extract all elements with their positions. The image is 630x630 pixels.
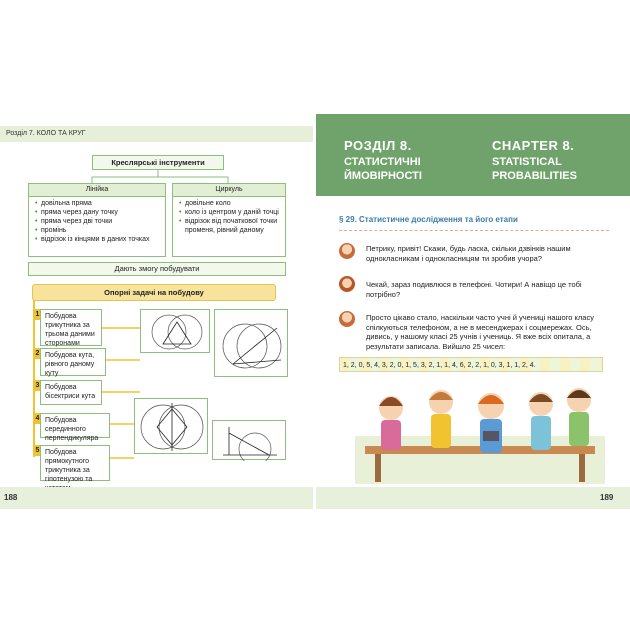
triangle-construction-figure: [140, 309, 210, 353]
ruler-item: • довільна пряма: [35, 199, 161, 208]
dialogue-line-3: Просто цікаво стало, наскільки часто учні й учениці нашого класу спілкуються телефоном, а не в месенджерах і соцмережах. Ось, дивись, у нашому класі 25 учнів і учениць. Я вже всіх опитала, а результати записала. Вийшло 25 чисел:: [366, 313, 594, 351]
footer-left: [0, 487, 313, 509]
angle-arcs-icon: [215, 310, 289, 378]
section-divider: [339, 230, 609, 231]
ruler-item: • пряма через дві точки: [35, 217, 161, 226]
task-item: Побудова кута, рівного даному куту: [40, 348, 106, 376]
compass-item: • коло із центром у даній точці: [179, 208, 281, 217]
survey-numbers: 1, 2, 0, 5, 4, 3, 2, 0, 1, 5, 3, 2, 1, 1, 4, 6, 2, 2, 1, 0, 3, 1, 1, 2, 4.: [339, 357, 603, 372]
tools-title: Креслярські інструменти: [92, 155, 224, 170]
footer-right: [316, 487, 630, 509]
girl-avatar-icon: [339, 243, 355, 259]
boy-avatar-icon: [339, 276, 355, 292]
page-number-right: 189: [600, 493, 614, 502]
ruler-item: • пряма через дану точку: [35, 208, 161, 217]
ruler-item: • відрізок із кінцями в даних точках: [35, 235, 161, 244]
section-title: § 29. Статистичне дослідження та його етапи: [339, 215, 518, 224]
running-head: Розділ 7. КОЛО ТА КРУГ: [0, 126, 313, 142]
angle-construction-figure: [214, 309, 288, 377]
task-item: Побудова прямокутного трикутника за гіпотенузою та: [40, 445, 110, 481]
ruler-box: [28, 183, 166, 257]
compass-item: • відрізок від початкової точки променя, рівний даному: [179, 217, 281, 235]
task-number: 3: [33, 380, 42, 391]
circle-arcs-icon: [141, 310, 211, 354]
girl-avatar-icon: [339, 311, 355, 327]
compass-box: [172, 183, 286, 257]
compass-item: • довільне коло: [179, 199, 281, 208]
chapter-en-sub2: PROBABILITIES: [492, 170, 577, 182]
task-number: 2: [33, 348, 42, 359]
tasks-title: Опорні задачі на побудову: [32, 284, 276, 301]
bisector-arcs-icon: [135, 399, 209, 455]
ruler-item: • промінь: [35, 226, 161, 235]
chapter-en-sub1: STATISTICAL: [492, 156, 562, 168]
task-number: 1: [33, 309, 42, 320]
chapter-en-title: CHAPTER 8.: [492, 138, 575, 153]
task-item: Побудова серединного перпендикуляра: [40, 413, 110, 438]
dialogue-line-1: Петрику, привіт! Скажи, будь ласка, скільки дзвінків нашим однокласникам і однокласницям ти зробив учора?: [366, 244, 571, 263]
tools-caption: Дають змогу побудувати: [28, 262, 286, 276]
task-item: Побудова бісектриси кута: [40, 380, 102, 405]
right-triangle-figure: [212, 420, 286, 460]
compass-title: Циркуль: [173, 184, 285, 197]
right-triangle-arcs-icon: [213, 421, 287, 461]
task-number: 5: [33, 445, 42, 456]
bisector-figure: [134, 398, 208, 454]
task-item: Побудова трикутника за трьома даними сторонами: [40, 309, 102, 346]
chapter-band: [316, 114, 630, 196]
chapter-ua-sub2: ЙМОВІРНОСТІ: [344, 170, 422, 182]
ruler-title: Лінійка: [29, 184, 165, 197]
students-illustration: [355, 376, 605, 484]
chapter-ua-sub1: СТАТИСТИЧНІ: [344, 156, 421, 168]
dialogue-line-2: Чекай, зараз подивлюся в телефоні. Чотири! А навіщо це тобі потрібно?: [366, 280, 582, 299]
page-number-left: 188: [4, 493, 18, 502]
task-number: 4: [33, 413, 42, 424]
chapter-ua-title: РОЗДІЛ 8.: [344, 138, 412, 153]
